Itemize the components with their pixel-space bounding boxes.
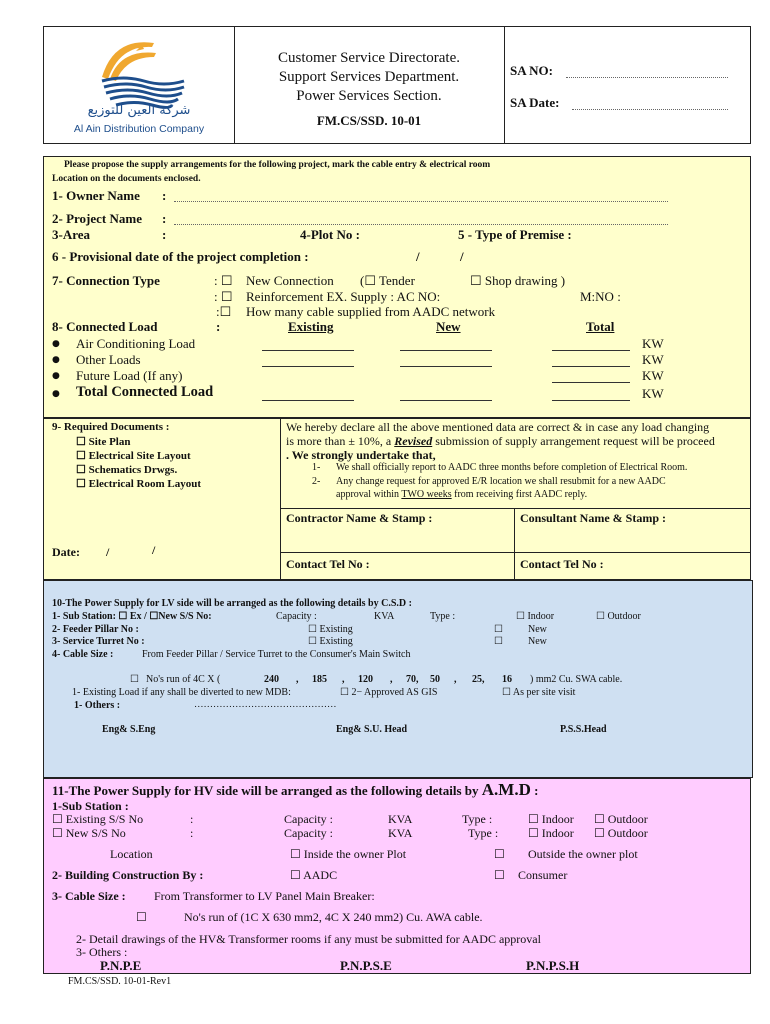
hv-new-indoor[interactable]: ☐ Indoor xyxy=(528,826,574,840)
bullet-icon: ● xyxy=(52,389,60,399)
documents-section xyxy=(43,418,751,580)
conn-checkbox-1[interactable]: : ☐ xyxy=(214,273,233,288)
hv-title xyxy=(52,780,538,800)
doc-site-plan[interactable]: ☐ Site Plan xyxy=(76,436,131,448)
hv-new-capacity: Capacity : xyxy=(284,826,333,840)
declaration-text-a: is more than ± 10%, a xyxy=(286,434,395,448)
cable-size-120: 120 xyxy=(358,674,373,685)
hv-nos-checkbox[interactable]: ☐ xyxy=(136,910,147,924)
turret-new-checkbox[interactable]: ☐ xyxy=(494,636,503,647)
load-label: Air Conditioning Load xyxy=(76,336,196,351)
connected-load-label: 8- Connected Load xyxy=(52,319,158,334)
lv-substation: 1- Sub Station: ☐ Ex / ☐New S/S No: xyxy=(52,611,212,622)
location-label: Location xyxy=(110,847,153,861)
lv-outdoor-checkbox[interactable]: ☐ Outdoor xyxy=(596,611,641,622)
bullet-icon: ● xyxy=(52,339,60,349)
conn-checkbox-3[interactable]: :☐ xyxy=(216,304,232,319)
connection-type-label: 7- Connection Type xyxy=(52,273,160,288)
declaration-text-b: submission of supply arrangement request will be proceed xyxy=(432,434,715,448)
cable-size-50: 50 xyxy=(430,674,440,685)
new-field[interactable] xyxy=(400,400,492,401)
hv-new-kva: KVA xyxy=(388,826,413,840)
comma-3: , xyxy=(390,674,393,685)
sa-no-label: SA NO: xyxy=(510,63,553,78)
doc-electrical-room-layout[interactable]: ☐ Electrical Room Layout xyxy=(76,478,202,490)
plot-no-label: 4-Plot No : xyxy=(300,227,360,242)
sig-eng-seng: Eng& S.Eng xyxy=(102,724,156,735)
total-field[interactable] xyxy=(552,366,630,367)
hv-existing-colon: : xyxy=(190,812,194,826)
two-weeks-text: TWO weeks xyxy=(401,489,452,500)
company-logo-icon xyxy=(44,27,234,113)
date-slash-2: / xyxy=(460,249,464,264)
existing-field[interactable] xyxy=(262,400,354,401)
load-label: Other Loads xyxy=(76,352,141,367)
tender-checkbox[interactable]: (☐ Tender xyxy=(360,273,415,288)
undertaking-text-b: from receiving first AADC reply. xyxy=(451,489,588,500)
sig-pnpsh: P.N.P.S.H xyxy=(526,958,580,973)
intro-line-2: Location on the documents enclosed. xyxy=(52,174,201,184)
cable-size-70: 70, xyxy=(406,674,419,685)
hv-existing-indoor[interactable]: ☐ Indoor xyxy=(528,812,574,826)
logo-english-text: Al Ain Distribution Company xyxy=(73,123,205,135)
required-documents-title: 9- Required Documents : xyxy=(52,421,170,433)
existing-field[interactable] xyxy=(262,366,354,367)
header-line-1: Customer Service Directorate. xyxy=(277,50,460,66)
owner-colon: : xyxy=(162,188,167,203)
form-revision: FM.CS/SSD. 10-01-Rev1 xyxy=(68,976,172,987)
existing-load-text: 1- Existing Load if any shall be diverted to new MDB: xyxy=(72,687,291,698)
consumer-label: Consumer xyxy=(518,868,568,882)
conn-option-new: New Connection xyxy=(246,273,334,288)
aadc-checkbox[interactable]: ☐ AADC xyxy=(290,868,338,882)
hv-existing-outdoor[interactable]: ☐ Outdoor xyxy=(594,812,648,826)
contractor-contact-label: Contact Tel No : xyxy=(286,557,370,571)
lv-kva-unit: KVA xyxy=(374,611,395,622)
lv-supply-section xyxy=(43,580,753,778)
turret-new-label: New xyxy=(528,636,547,647)
lv-cable-description: From Feeder Pillar / Service Turret to the Consumer's Main Switch xyxy=(142,649,411,660)
load-label: Future Load (If any) xyxy=(76,368,183,383)
kw-unit: KW xyxy=(642,352,664,367)
sa-no-field[interactable] xyxy=(566,77,728,78)
hv-new-outdoor[interactable]: ☐ Outdoor xyxy=(594,826,648,840)
consultant-stamp-label: Consultant Name & Stamp : xyxy=(520,511,667,525)
lv-others-label: 1- Others : xyxy=(74,700,121,711)
sa-date-label: SA Date: xyxy=(510,95,560,110)
undertaking-number-1: 1- xyxy=(312,462,321,473)
building-construction-label: 2- Building Construction By : xyxy=(52,868,204,882)
total-field[interactable] xyxy=(552,382,630,383)
load-label: Total Connected Load xyxy=(76,384,214,400)
documents-divider xyxy=(280,419,281,579)
intro-line-1: Please propose the supply arrangements for the following project, mark the cable entry & electrical room xyxy=(64,160,491,170)
site-visit-checkbox[interactable]: ☐ As per site visit xyxy=(502,687,576,698)
project-name-label: 2- Project Name xyxy=(52,211,142,226)
doc-electrical-site-layout[interactable]: ☐ Electrical Site Layout xyxy=(76,450,191,462)
feeder-existing-checkbox[interactable]: ☐ Existing xyxy=(308,624,353,635)
owner-name-field[interactable] xyxy=(174,201,668,202)
column-new: New xyxy=(436,319,461,334)
inside-plot-checkbox[interactable]: ☐ Inside the owner Plot xyxy=(290,847,407,861)
lv-nos-text: No's run of 4C X ( xyxy=(146,674,221,685)
hv-title-colon: : xyxy=(530,783,539,798)
lv-type-label: Type : xyxy=(430,611,456,622)
sig-eng-su-head: Eng& S.U. Head xyxy=(336,724,408,735)
hv-nos-text: No's run of (1C X 630 mm2, 4C X 240 mm2) Cu. AWA cable. xyxy=(184,910,483,924)
amd-text: A.M.D xyxy=(481,780,531,799)
form-code: FM.CS/SSD. 10-01 xyxy=(316,113,422,128)
conn-checkbox-2[interactable]: : ☐ xyxy=(214,289,233,304)
total-field[interactable] xyxy=(552,350,630,351)
header-title-block xyxy=(234,27,505,143)
column-existing: Existing xyxy=(288,319,334,334)
existing-field[interactable] xyxy=(262,350,354,351)
lv-nos-checkbox[interactable]: ☐ xyxy=(130,674,139,685)
feeder-pillar-label: 2- Feeder Pillar No : xyxy=(52,624,139,635)
cable-size-25: 25, xyxy=(472,674,485,685)
revised-word: Revised xyxy=(394,434,433,448)
bullet-icon: ● xyxy=(52,355,60,365)
new-field[interactable] xyxy=(400,350,492,351)
date-slash-a: / xyxy=(106,545,110,559)
column-total: Total xyxy=(586,319,615,334)
owner-name-label: 1- Owner Name xyxy=(52,188,140,203)
logo xyxy=(44,27,235,143)
premise-type-label: 5 - Type of Premise : xyxy=(458,227,572,242)
cable-size-185: 185 xyxy=(312,674,327,685)
outside-plot-label: Outside the owner plot xyxy=(528,847,638,861)
area-label: 3-Area xyxy=(52,227,91,242)
undertaking-item-1: We shall officially report to AADC three months before completion of Electrical Room. xyxy=(336,462,688,473)
header-line-3: Power Services Section. xyxy=(296,88,442,104)
provisional-date-label: 6 - Provisional date of the project completion : xyxy=(52,249,309,264)
detail-drawings-text: 2- Detail drawings of the HV& Transformer rooms if any must be submitted for AADC approval xyxy=(76,932,541,946)
feeder-new-label: New xyxy=(528,624,547,635)
hv-new-type: Type : xyxy=(468,826,499,840)
consultant-contact-label: Contact Tel No : xyxy=(520,557,604,571)
header-box xyxy=(43,26,751,144)
mno-label: M:NO : xyxy=(580,289,621,304)
project-colon: : xyxy=(162,211,167,226)
hv-cable-description: From Transformer to LV Panel Main Breaker: xyxy=(154,889,375,903)
date-slash-1: / xyxy=(416,249,420,264)
undertaking-item-2b xyxy=(336,489,587,500)
sig-pnpe: P.N.P.E xyxy=(100,958,142,973)
conn-option-reinforcement: Reinforcement EX. Supply : AC NO: xyxy=(246,289,441,304)
declaration-line-2 xyxy=(286,434,715,449)
kw-unit: KW xyxy=(642,368,664,383)
contractor-stamp-label: Contractor Name & Stamp : xyxy=(286,511,433,525)
hv-substation-label: 1-Sub Station : xyxy=(52,799,129,813)
comma-2: , xyxy=(342,674,345,685)
hv-cable-size-label: 3- Cable Size : xyxy=(52,889,126,903)
new-field[interactable] xyxy=(400,366,492,367)
lv-title: 10-The Power Supply for LV side will be arranged as the following details by C.S.D : xyxy=(52,598,412,609)
area-colon: : xyxy=(162,227,167,242)
lv-capacity-label: Capacity : xyxy=(276,611,317,622)
declaration-line-3: . We strongly undertake that, xyxy=(286,448,436,462)
header-line-2: Support Services Department. xyxy=(278,69,460,85)
hv-existing-checkbox[interactable]: ☐ Existing S/S No xyxy=(52,812,144,826)
undertaking-text-a: approval within xyxy=(336,489,402,500)
date-slash-b: / xyxy=(152,543,156,557)
sa-date-field[interactable] xyxy=(572,109,728,110)
service-turret-label: 3- Service Turret No : xyxy=(52,636,145,647)
project-name-field[interactable] xyxy=(174,224,668,225)
doc-schematics[interactable]: ☐ Schematics Drwgs. xyxy=(76,464,178,476)
connected-load-colon: : xyxy=(216,319,221,334)
project-info-section xyxy=(43,156,751,418)
turret-existing-checkbox[interactable]: ☐ Existing xyxy=(308,636,353,647)
comma-1: , xyxy=(296,674,299,685)
lv-cable-size-label: 4- Cable Size : xyxy=(52,649,114,660)
logo-arabic-text: شركة العين للتوزيع xyxy=(87,103,191,118)
kw-unit: KW xyxy=(642,336,664,351)
shop-drawing-checkbox[interactable]: ☐ Shop drawing ) xyxy=(470,273,566,288)
comma-4: , xyxy=(454,674,457,685)
undertaking-item-2a: Any change request for approved E/R location we shall resubmit for a new AADC xyxy=(336,476,666,487)
outside-plot-checkbox[interactable]: ☐ xyxy=(494,847,505,861)
stamp-row-top-border xyxy=(280,508,750,509)
sig-pnpse: P.N.P.S.E xyxy=(340,958,392,973)
hv-new-checkbox[interactable]: ☐ New S/S No xyxy=(52,826,126,840)
kw-unit: KW xyxy=(642,386,664,401)
sig-pss-head: P.S.S.Head xyxy=(560,724,607,735)
declaration-line-1: We hereby declare all the above mentioned data are correct & in case any load changing xyxy=(286,420,710,434)
cable-size-16: 16 xyxy=(502,674,512,685)
approved-gis-checkbox[interactable]: ☐ 2− Approved AS GIS xyxy=(340,687,438,698)
undertaking-number-2: 2- xyxy=(312,476,321,487)
lv-cable-spec: ) mm2 Cu. SWA cable. xyxy=(530,674,623,685)
hv-others-label: 3- Others : xyxy=(76,945,128,959)
lv-indoor-checkbox[interactable]: ☐ Indoor xyxy=(516,611,555,622)
lv-others-field[interactable]: ……………………………………… xyxy=(194,700,337,710)
hv-existing-kva: KVA xyxy=(388,812,413,826)
hv-existing-capacity: Capacity : xyxy=(284,812,333,826)
feeder-new-checkbox[interactable]: ☐ xyxy=(494,624,503,635)
contact-row-top-border xyxy=(280,552,750,553)
cable-size-240: 240 xyxy=(264,674,279,685)
date-label: Date: xyxy=(52,545,80,559)
hv-new-colon: : xyxy=(190,826,194,840)
total-field[interactable] xyxy=(552,400,630,401)
hv-title-text: 11-The Power Supply for HV side will be arranged as the following details by xyxy=(52,783,482,798)
consumer-checkbox[interactable]: ☐ xyxy=(494,868,505,882)
stamp-divider xyxy=(514,508,515,579)
conn-option-cables: How many cable supplied from AADC network xyxy=(246,304,496,319)
hv-existing-type: Type : xyxy=(462,812,493,826)
bullet-icon: ● xyxy=(52,371,60,381)
hv-supply-section xyxy=(43,778,751,974)
